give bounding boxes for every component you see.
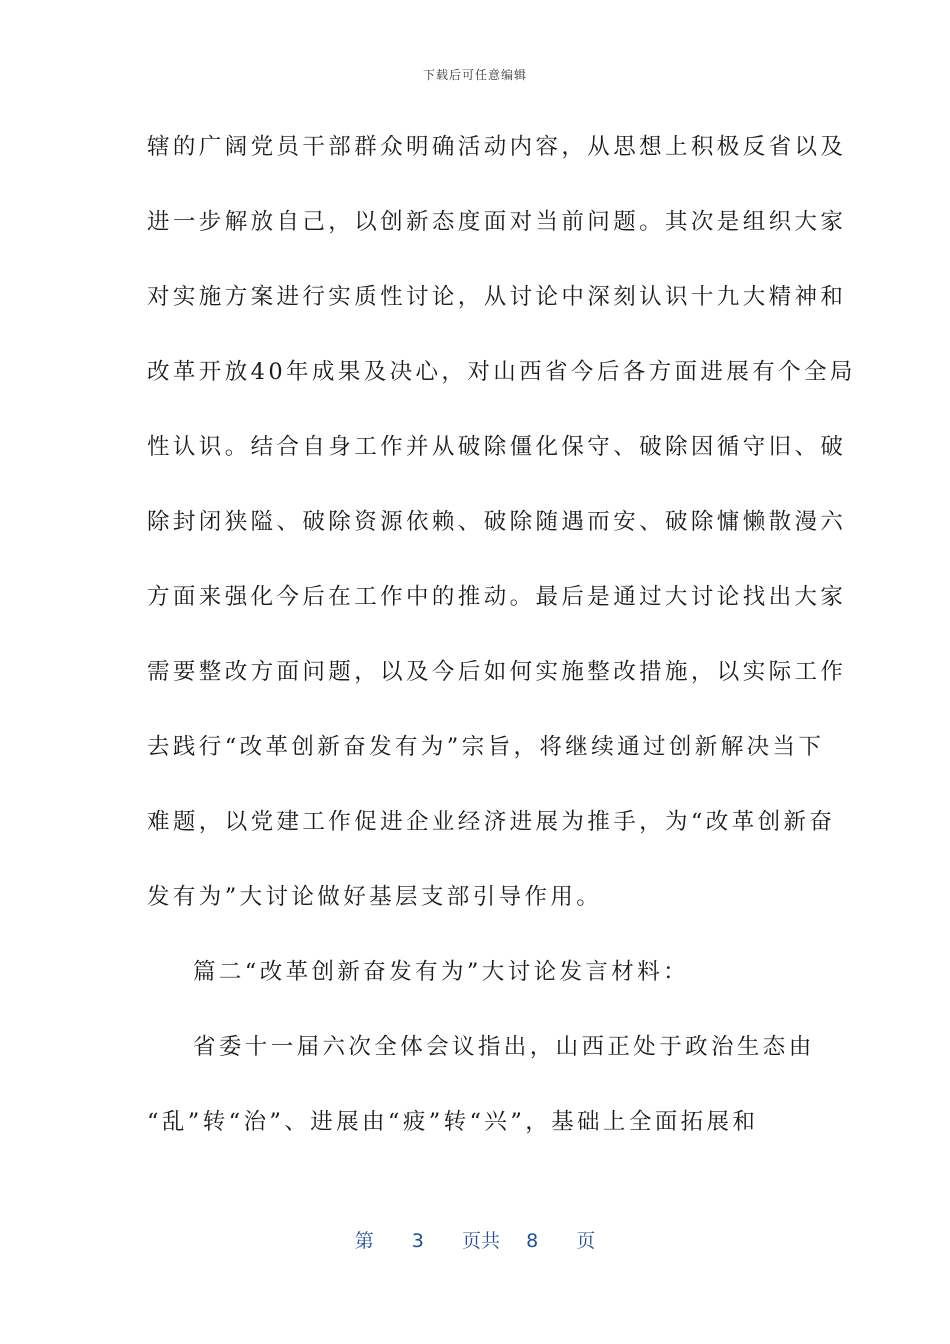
body-line: 难题，以党建工作促进企业经济进展为推手，为“改革创新奋 xyxy=(147,809,836,835)
body-line: 去践行“改革创新奋发有为”宗旨，将继续通过创新解决当下 xyxy=(147,734,825,760)
section-heading: 篇二“改革创新奋发有为”大讨论发言材料： xyxy=(193,959,690,985)
footer-total-pages: 8 xyxy=(526,1230,539,1252)
page-header-note: 下载后可任意编辑 xyxy=(422,68,527,82)
body-line: 辖的广阔党员干部群众明确活动内容，从思想上积极反省以及 xyxy=(147,134,847,160)
body-line: “乱”转“治”、进展由“疲”转“兴”，基础上全面拓展和 xyxy=(147,1109,759,1135)
body-line: 除封闭狭隘、破除资源依赖、破除随遇而安、破除慵懒散漫六 xyxy=(147,509,847,535)
footer-suffix: 页 xyxy=(576,1230,596,1252)
document-body xyxy=(147,128,856,1178)
body-line: 对实施方案进行实质性讨论，从讨论中深刻认识十九大精神和 xyxy=(147,284,847,310)
footer-prefix: 第 xyxy=(354,1230,374,1252)
body-line: 需要整改方面问题，以及今后如何实施整改措施，以实际工作 xyxy=(147,659,847,685)
body-line: 方面来强化今后在工作中的推动。最后是通过大讨论找出大家 xyxy=(147,584,847,610)
paragraph-start-line: 省委十一届六次全体会议指出，山西正处于政治生态由 xyxy=(193,1034,815,1060)
body-line: 发有为”大讨论做好基层支部引导作用。 xyxy=(147,884,603,910)
body-line: 性认识。结合自身工作并从破除僵化保守、破除因循守旧、破 xyxy=(147,434,847,460)
body-line: 进一步解放自己，以创新态度面对当前问题。其次是组织大家 xyxy=(147,209,847,235)
page-footer xyxy=(0,1226,950,1253)
body-line: 改革开放40年成果及决心，对山西省今后各方面进展有个全局 xyxy=(147,359,856,385)
footer-current-page: 3 xyxy=(411,1230,424,1252)
footer-middle: 页共 xyxy=(461,1230,500,1252)
